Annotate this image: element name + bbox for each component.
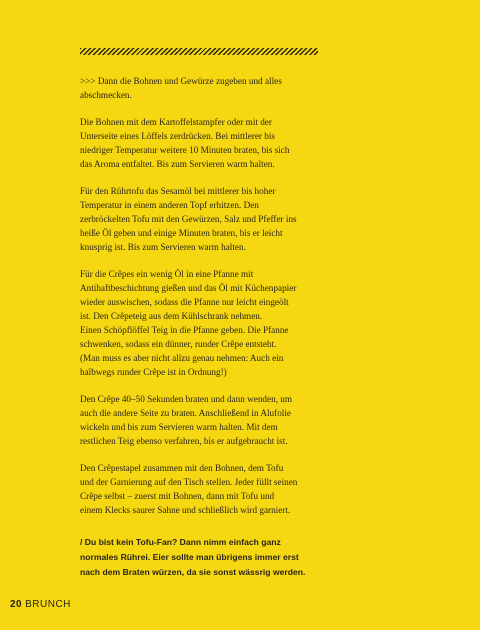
text-line: wieder auswischen, sodass die Pfanne nur leicht eingeölt: [80, 297, 289, 307]
text-line: zerbröckelten Tofu mit den Gewürzen, Salz und Pfeffer ins: [80, 214, 297, 224]
text-line: heiße Öl geben und einige Minuten braten, bis er leicht: [80, 228, 283, 238]
page-number: 20: [10, 599, 23, 610]
section-name: BRUNCH: [25, 599, 71, 610]
page-footer: [10, 599, 71, 610]
text-line: knusprig ist. Bis zum Servieren warm halten.: [80, 242, 246, 252]
decorative-hatch-rule: [80, 48, 318, 55]
text-line: schwenken, sodass ein dünner, runder Crêpe entsteht.: [80, 339, 277, 349]
text-line: auch die andere Seite zu braten. Anschließend in Alufolie: [80, 408, 291, 418]
paragraph-3: [80, 184, 323, 254]
paragraph-6: [80, 461, 323, 517]
text-line: abschmecken.: [80, 90, 132, 100]
text-line: Antihaftbeschichtung gießen und das Öl mit Küchenpapier: [80, 283, 297, 293]
text-line: Den Crêpe 40–50 Sekunden braten und dann wenden, um: [80, 394, 293, 404]
text-line: und der Garnierung auf den Tisch stellen. Jeder füllt seinen: [80, 477, 298, 487]
paragraph-4: [80, 267, 323, 379]
text-line: niedriger Temperatur weitere 10 Minuten braten, bis sich: [80, 145, 290, 155]
paragraph-5: [80, 392, 323, 448]
text-line: (Man muss es aber nicht allzu genau nehmen: Auch ein: [80, 353, 284, 363]
text-line: Den Crêpestapel zusammen mit den Bohnen, dem Tofu: [80, 463, 284, 473]
text-line: halbwegs runder Crêpe ist in Ordnung!): [80, 367, 227, 377]
tip-line: / Du bist kein Tofu-Fan? Dann nimm einfach ganz: [80, 537, 281, 547]
text-line: Temperatur in einem anderen Topf erhitzen. Den: [80, 200, 259, 210]
text-line: >>> Dann die Bohnen und Gewürze zugeben und alles: [80, 76, 282, 86]
tip-line: nach dem Braten würzen, da sie sonst wässrig werden.: [80, 567, 306, 577]
text-line: Die Bohnen mit dem Kartoffelstampfer oder mit der: [80, 117, 272, 127]
text-line: Unterseite eines Löffels zerdrücken. Bei mittlerer bis: [80, 131, 275, 141]
tip-line: normales Rührei. Eier sollte man übrigens immer erst: [80, 552, 299, 562]
text-line: wickeln und bis zum Servieren warm halten. Mit dem: [80, 422, 278, 432]
text-line: einem Klecks saurer Sahne und schließlich wird garniert.: [80, 505, 291, 515]
text-line: Einen Schöpflöffel Teig in die Pfanne geben. Die Pfanne: [80, 325, 289, 335]
text-line: Für die Crêpes ein wenig Öl in eine Pfanne mit: [80, 269, 254, 279]
text-line: Für den Rührtofu das Sesamöl bei mittlerer bis hoher: [80, 186, 276, 196]
tip-box: [80, 535, 323, 580]
recipe-text-column: [80, 74, 323, 580]
text-line: das Aroma entfaltet. Bis zum Servieren warm halten.: [80, 159, 275, 169]
paragraph-1: [80, 74, 323, 102]
text-line: Crêpe selbst – zuerst mit Bohnen, dann mit Tofu und: [80, 491, 275, 501]
paragraph-2: [80, 115, 323, 171]
text-line: restlichen Teig ebenso verfahren, bis er aufgebraucht ist.: [80, 436, 288, 446]
text-line: ist. Den Crêpeteig aus dem Kühlschrank nehmen.: [80, 311, 263, 321]
